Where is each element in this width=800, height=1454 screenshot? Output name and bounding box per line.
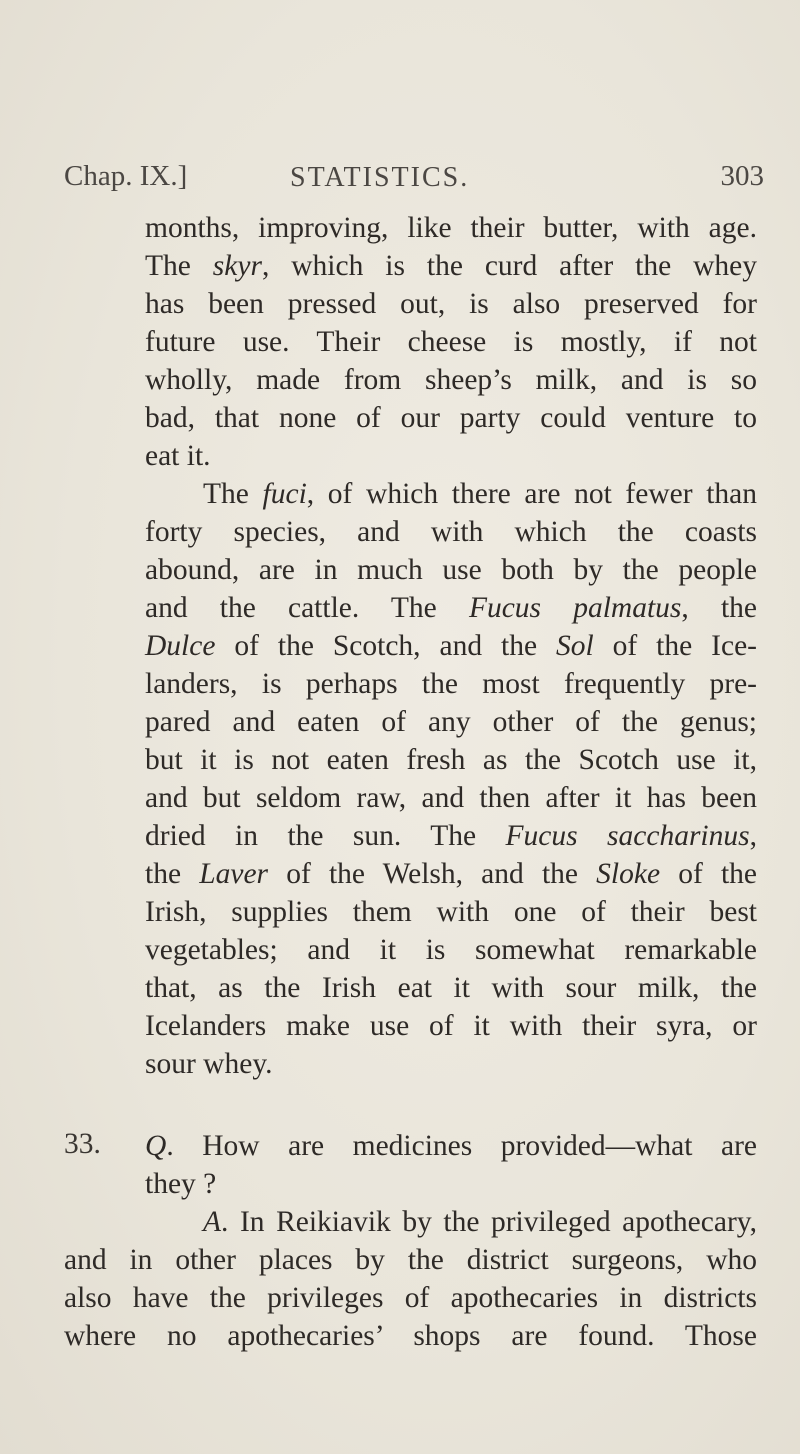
text-line: dried in the sun. The Fucus saccharinus, bbox=[145, 820, 757, 852]
section-title: STATISTICS. bbox=[290, 162, 470, 193]
text-line: the Laver of the Welsh, and the Sloke of the bbox=[145, 858, 757, 890]
text-line: Irish, supplies them with one of their best bbox=[145, 896, 757, 928]
text-line: pared and eaten of any other of the genus; bbox=[145, 706, 757, 738]
text-line: they ? bbox=[145, 1168, 217, 1200]
text-line: has been pressed out, is also preserved for bbox=[145, 288, 757, 320]
text-line: Q. How are medicines provided—what are bbox=[145, 1130, 757, 1162]
text-line: The skyr, which is the curd after the whey bbox=[145, 250, 757, 282]
text-line: that, as the Irish eat it with sour milk, the bbox=[145, 972, 757, 1004]
question-number: 33. bbox=[64, 1128, 101, 1160]
text-line: and the cattle. The Fucus palmatus, the bbox=[145, 592, 757, 624]
page-number: 303 bbox=[720, 160, 764, 192]
text-line: sour whey. bbox=[145, 1048, 273, 1080]
running-header bbox=[64, 160, 764, 200]
text-line: wholly, made from sheep’s milk, and is so bbox=[145, 364, 757, 396]
text-line: The fuci, of which there are not fewer than bbox=[203, 478, 757, 510]
text-line: and in other places by the district surgeons, who bbox=[64, 1244, 757, 1276]
text-line: forty species, and with which the coasts bbox=[145, 516, 757, 548]
text-line: and but seldom raw, and then after it has been bbox=[145, 782, 757, 814]
text-line: abound, are in much use both by the people bbox=[145, 554, 757, 586]
text-line: eat it. bbox=[145, 440, 211, 472]
text-line: bad, that none of our party could venture to bbox=[145, 402, 757, 434]
text-line: A. In Reikiavik by the privileged apothecary, bbox=[203, 1206, 757, 1238]
text-line: Icelanders make use of it with their syra, or bbox=[145, 1010, 757, 1042]
text-line: Dulce of the Scotch, and the Sol of the Ice- bbox=[145, 630, 757, 662]
text-line: where no apothecaries’ shops are found. Those bbox=[64, 1320, 757, 1352]
text-line: but it is not eaten fresh as the Scotch use it, bbox=[145, 744, 757, 776]
text-line: vegetables; and it is somewhat remarkable bbox=[145, 934, 757, 966]
text-line: months, improving, like their butter, with age. bbox=[145, 212, 757, 244]
text-line: future use. Their cheese is mostly, if not bbox=[145, 326, 757, 358]
text-line: also have the privileges of apothecaries in districts bbox=[64, 1282, 757, 1314]
text-line: landers, is perhaps the most frequently pre- bbox=[145, 668, 757, 700]
chapter-label: Chap. IX.] bbox=[64, 160, 188, 192]
